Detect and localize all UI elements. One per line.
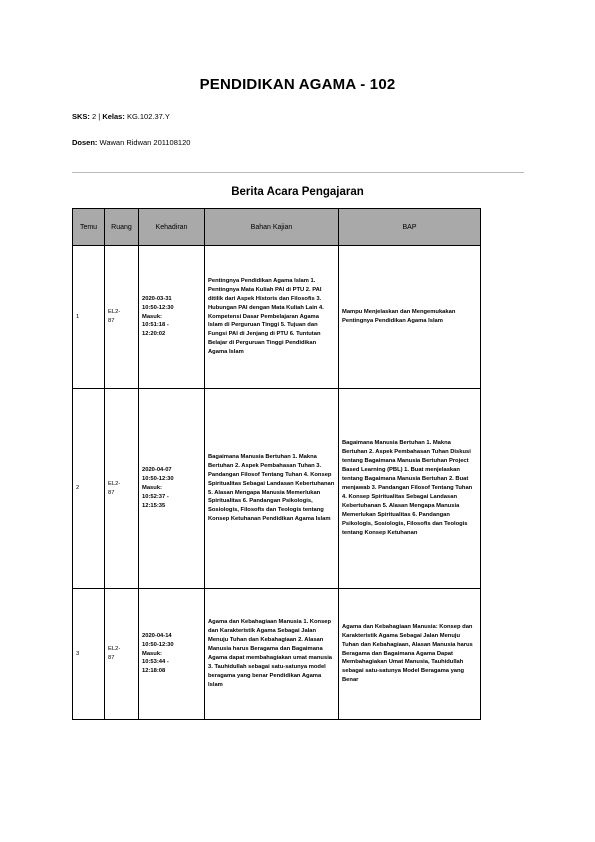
attendance: 2020-04-07 10:50-12:30 Masuk: 10:52:37 - 12:15:35 — [139, 389, 205, 589]
room: EL2- 87 — [105, 246, 139, 389]
teaching-report: Mampu Menjelaskan dan Mengemukakan Pentingnya Pendidikan Agama Islam — [339, 246, 481, 389]
teaching-report: Agama dan Kebahagiaan Manusia: Konsep dan Karakteristik Agama Sebagai Jalan Menuju Tuhan dan Kebahagiaan, Alasan Manusia harus Beragama dan Bagaimana Agama Dapat Membahagiakan Umat Manusia, Tauhidullah sebagai satu-satunya Model Beragama yang Benar — [339, 589, 481, 720]
divider — [72, 172, 524, 173]
column-header-bahan-kajian: Bahan Kajian — [205, 209, 339, 246]
column-header-bap: BAP — [339, 209, 481, 246]
table-row — [73, 246, 481, 389]
course-meta — [72, 112, 170, 121]
column-header-temu: Temu — [73, 209, 105, 246]
kelas-label: Kelas: — [102, 112, 125, 121]
sks-label: SKS: — [72, 112, 90, 121]
column-header-kehadiran: Kehadiran — [139, 209, 205, 246]
meeting-number: 3 — [73, 589, 105, 720]
section-title: Berita Acara Pengajaran — [231, 186, 364, 198]
meeting-number: 2 — [73, 389, 105, 589]
meta-separator: | — [98, 112, 101, 121]
dosen-value: Wawan Ridwan 201108120 — [99, 138, 191, 147]
study-material: Pentingnya Pendidikan Agama Islam 1. Pentingnya Mata Kuliah PAI di PTU 2. PAI ditilik dari Aspek Historis dan Filosofis 3. Hubungan PAI dengan Mata Kuliah Lain 4. Kompetensi Dasar Pembelajaran Agama Islam di Perguruan Tinggi 5. Tujuan dan Fungsi PAI di Jenjang di PTU 6. Tuntutan Belajar di Perguruan Tinggi Pendidikan Agama Islam — [205, 246, 339, 389]
study-material: Bagaimana Manusia Bertuhan 1. Makna Bertuhan 2. Aspek Pembahasan Tuhan 3. Pandangan Filosof Tentang Tuhan 4. Konsep Spiritualitas Sebagai Landasan Kebertuhanan 5. Alasan Mengapa Manusia Memerlukan Spiritualitas 6. Pandangan Psikologis, Sosiologis, Filosofis dan Teologis tentang Konsep Ketuhanan Pendidikan Agama Islam — [205, 389, 339, 589]
meeting-number: 1 — [73, 246, 105, 389]
attendance: 2020-04-14 10:50-12:30 Masuk: 10:53:44 - 12:18:08 — [139, 589, 205, 720]
table-row — [73, 589, 481, 720]
study-material: Agama dan Kebahagiaan Manusia 1. Konsep dan Karakteristik Agama Sebagai Jalan Menuju Tuhan dan Kebahagiaan 2. Alasan Manusia harus Beragama dan Bagaimana Agama dapat membahagiakan umat manusia 3. Tauhidullah sebagai satu-satunya model beragama yang benar Pendidikan Agama Islam — [205, 589, 339, 720]
teaching-report: Bagaimana Manusia Bertuhan 1. Makna Bertuhan 2. Aspek Pembahasan Tuhan Diskusi tentang Bagaimana Manusia Bertuhan Project Based Learning (PBL) 1. Buat menjelaskan tentang Bagaimana Manusia Bertuhan 2. Buat menjawab 3. Pandangan Filosof Tentang Tuhan 4. Konsep Spiritualitas Sebagai Landasan Kebertuhanan 5. Alasan Mengapa Manusia Memerlukan Spiritualitas 6. Pandangan Psikologis, Sosiologis, Filosofis dan Teologis tentang Konsep Ketuhanan — [339, 389, 481, 589]
teaching-record-table — [72, 208, 481, 720]
room: EL2- 87 — [105, 389, 139, 589]
table-header-row — [73, 209, 481, 246]
kelas-value: KG.102.37.Y — [126, 112, 170, 121]
table-row — [73, 389, 481, 589]
attendance: 2020-03-31 10:50-12:30 Masuk: 10:51:18 - 12:20:02 — [139, 246, 205, 389]
room: EL2- 87 — [105, 589, 139, 720]
course-title: PENDIDIKAN AGAMA - 102 — [199, 76, 396, 93]
lecturer-info — [72, 138, 190, 147]
sks-value: 2 — [92, 112, 97, 121]
dosen-label: Dosen: — [72, 138, 98, 147]
column-header-ruang: Ruang — [105, 209, 139, 246]
